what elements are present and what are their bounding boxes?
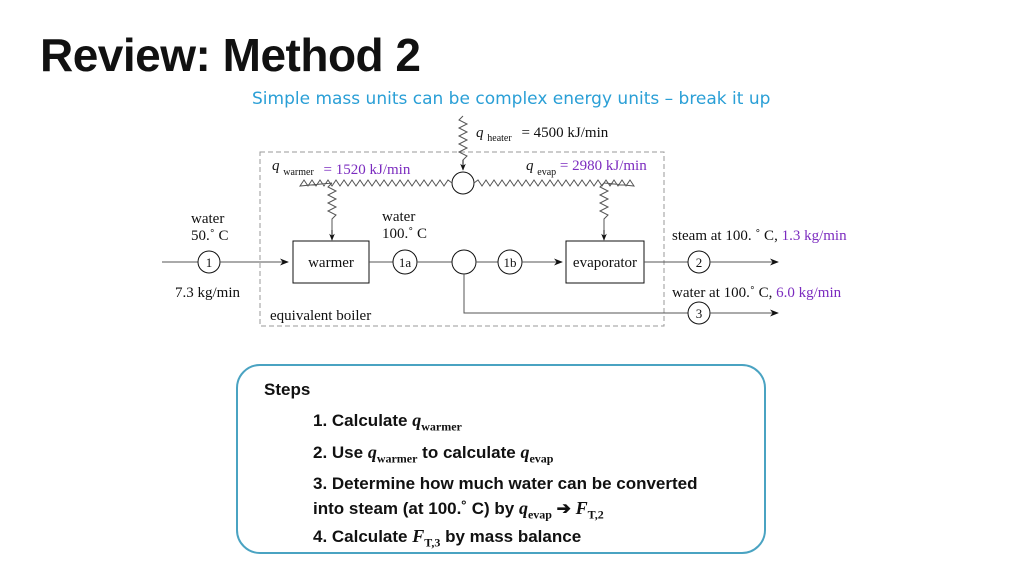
q-heater-symbol: q <box>476 125 484 141</box>
steps-box <box>236 364 766 554</box>
q-warmer-subscript: warmer <box>283 167 314 178</box>
q-evap-symbol: q <box>526 158 534 174</box>
node-1a-label: 1a <box>398 255 412 270</box>
right-arrow-icon: ➔ <box>551 499 576 518</box>
equivalent-boiler-label: equivalent boiler <box>270 308 372 324</box>
svg-text:q evap = 2980 kJ/m <box>526 158 647 179</box>
water-in-label: water <box>191 211 225 227</box>
water-mid-label: water <box>382 209 416 225</box>
step-1: 1. Calculate $q_{warmer}$ <box>313 410 462 434</box>
steps-heading: Steps <box>264 380 311 399</box>
q-warmer-value: = 1520 kJ/min <box>323 162 411 178</box>
evaporator-label: evaporator <box>572 255 638 271</box>
svg-text:water at 100.˚ C, 6.0 k <box>672 285 842 301</box>
water-out-label: water at 100.˚ C, <box>672 285 777 301</box>
flow-splitter <box>452 250 476 274</box>
subtitle: Simple mass units can be complex energy units – break it up <box>252 89 771 109</box>
flow-in-label: 7.3 kg/min <box>175 285 241 301</box>
steam-out-label: steam at 100. ˚ C, <box>672 228 782 244</box>
q-evap-subscript: evap <box>537 167 557 178</box>
steam-out-flow: 1.3 kg/min <box>781 228 847 244</box>
step-3-line-2: into steam (at 100.˚ C) by $q_{evap}$ ➔ $F_{T,2}$ <box>313 498 604 522</box>
warmer-heat-line <box>300 180 452 186</box>
step-2: 2. Use $q_{warmer}$ to calculate $q_{evap}$ <box>313 442 554 466</box>
evap-heat-line <box>474 180 634 186</box>
svg-text:steam at 100. ˚ C, 1.3 <box>672 228 847 244</box>
warmer-label: warmer <box>308 255 354 271</box>
node-3-label: 3 <box>695 306 703 321</box>
svg-text:q warmer = 1520 kJ <box>272 158 411 179</box>
q-heater-subscript: heater <box>487 133 512 144</box>
node-1b-label: 1b <box>503 255 517 270</box>
water-out-flow: 6.0 kg/min <box>776 285 842 301</box>
q-heater-value: = 4500 kJ/min <box>521 125 609 141</box>
q-warmer-symbol: q <box>272 158 280 174</box>
heat-splitter <box>452 172 474 194</box>
node-1-label: 1 <box>205 255 213 270</box>
step-4: 4. Calculate $F_{T,3}$ by mass balance <box>313 526 582 550</box>
page-title: Review: Method 2 <box>40 29 421 81</box>
q-evap-value: = 2980 kJ/min <box>559 158 647 174</box>
water-mid-temp: 100.˚ C <box>382 226 427 242</box>
node-2-label: 2 <box>695 255 703 270</box>
water-in-temp: 50.˚ C <box>191 228 229 244</box>
step-3-line-1: 3. Determine how much water can be converted <box>313 474 698 493</box>
svg-text:q heater = 4500 kJ <box>476 125 609 145</box>
